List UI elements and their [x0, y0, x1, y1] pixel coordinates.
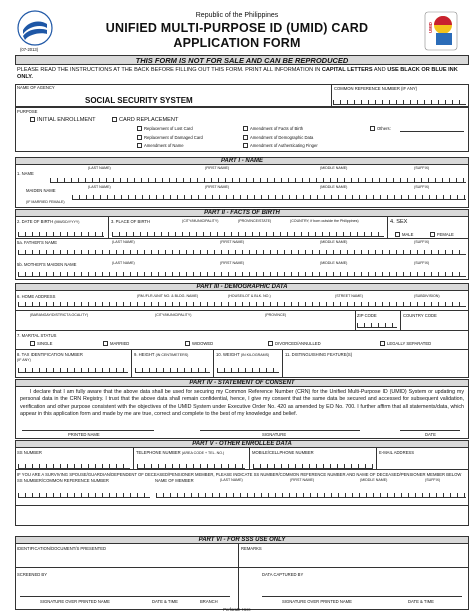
member-suffix-caption: (SUFFIX): [425, 478, 441, 482]
marital-label: 7. MARITAL STATUS: [17, 333, 57, 338]
signature-line[interactable]: [200, 430, 360, 431]
weight-label-text: 10. WEIGHT: [216, 352, 240, 357]
initial-enrollment-label: INITIAL ENROLLMENT: [37, 117, 96, 123]
captured-label: DATA CAPTURED BY: [262, 572, 304, 577]
amend-demo-label: Amendment of Demographic Data: [250, 135, 314, 140]
ident-label: IDENTIFICATION/DOCUMENT/S PRESENTED: [17, 546, 107, 551]
maiden-label: MAIDEN NAME: [26, 188, 56, 193]
amend-finger-checkbox[interactable]: [243, 143, 248, 148]
part6-title: PART VI - FOR SSS USE ONLY: [198, 537, 286, 543]
card-replacement-label: CARD REPLACEMENT: [119, 117, 179, 123]
sex-male-option[interactable]: [395, 232, 413, 237]
single-label: SINGLE: [37, 341, 53, 346]
enrollee-box: [15, 447, 469, 526]
name-field[interactable]: [50, 176, 466, 183]
telephone-field[interactable]: [137, 462, 245, 469]
printed-name-line[interactable]: [22, 430, 154, 431]
mother-field[interactable]: [18, 270, 466, 277]
others-checkbox[interactable]: [370, 126, 375, 131]
ss-number-field[interactable]: [18, 462, 130, 469]
signature-label: SIGNATURE: [262, 432, 287, 437]
telephone-label: [136, 450, 224, 455]
father-field[interactable]: [18, 248, 466, 255]
screened-branch-label: BRANCH: [200, 599, 218, 604]
form-title-line1: UNIFIED MULTI-PURPOSE ID (UMID) CARD: [105, 21, 369, 35]
male-checkbox[interactable]: [395, 232, 400, 237]
amend-name-option[interactable]: [137, 143, 184, 148]
father-last-caption: (LAST NAME): [112, 240, 135, 244]
lost-card-label: Replacement of Lost Card: [144, 126, 193, 131]
member-last-caption: (LAST NAME): [220, 478, 243, 482]
widowed-checkbox[interactable]: [185, 341, 190, 346]
captured-signature-line[interactable]: [262, 596, 462, 597]
amend-name-label: Amendment of Name: [144, 143, 184, 148]
pob-field[interactable]: [112, 230, 384, 237]
amend-demo-checkbox[interactable]: [243, 135, 248, 140]
screened-sig-label: SIGNATURE OVER PRINTED NAME: [40, 599, 110, 604]
pob-label: 3. PLACE OF BIRTH: [111, 219, 151, 224]
dob-label-text: 2. DATE OF BIRTH: [17, 219, 54, 224]
dob-format: (MM/DD/YYYY): [54, 220, 80, 224]
height-unit: (IN CENTIMETERS): [155, 353, 189, 357]
zip-field[interactable]: [357, 321, 397, 328]
member-name-field[interactable]: [156, 491, 466, 498]
barangay-caption: (BARANGAY/DISTRICT/LOCALITY): [30, 313, 89, 317]
consent-text: I declare that I am fully aware that the above data shall be used for securing my Common Reference Number (CRN) for the Unified Multi-Purpose ID (UMID) System or updating my personal data in the CRN Registry. I trust that the above data shall remain confidential, hence, I give my consent that the same data be secured and accessed for subsequent validation, verification and other purpose consistent with the objectives of the UMID System under Executive Order No. 420 as amended by EO No. 700. I further affirm that all statements/data, which appear in this application form and made by me are true, correct and complete to the best of my knowledge and belief.: [20, 389, 464, 418]
tin-field[interactable]: [18, 366, 128, 373]
card-replacement-option[interactable]: [112, 117, 178, 123]
screened-label: SCREENED BY: [17, 572, 48, 577]
mother-middle-caption: (MIDDLE NAME): [320, 261, 348, 265]
sex-label: 4. SEX: [390, 219, 408, 225]
sex-female-option[interactable]: [430, 232, 454, 237]
father-label: 5a. FATHER'S NAME: [17, 240, 58, 245]
weight-unit: (IN KILOGRAMS): [240, 353, 270, 357]
height-field[interactable]: [135, 366, 210, 373]
maiden-first-caption: (FIRST NAME): [205, 185, 230, 189]
instructions-and: AND: [372, 67, 388, 73]
name-suffix-caption: (SUFFIX): [414, 166, 430, 170]
surviving-note: IF YOU ARE A SURVIVING SPOUSE/GUARDIAN/DEPENDENT OF DECEASED/PENSIONER MEMBER, PLEASE INDICATE SS NUMBER/COMMON REFERENCE NUMBER AND NAME OF DECEASED/PENSIONER MEMBER BELOW: [17, 472, 462, 477]
prov-caption: (PROVINCE): [265, 313, 287, 317]
mother-last-caption: (LAST NAME): [112, 261, 135, 265]
female-checkbox[interactable]: [430, 232, 435, 237]
tin-note: (IF ANY): [17, 358, 31, 362]
street-caption: (STREET NAME): [335, 294, 363, 298]
amend-finger-label: Amendment of Authenticating Finger: [250, 143, 318, 148]
father-middle-caption: (MIDDLE NAME): [320, 240, 348, 244]
height-label-text: 9. HEIGHT: [134, 352, 155, 357]
height-label: [134, 352, 188, 357]
ss-crn-field[interactable]: [18, 491, 150, 498]
amend-name-checkbox[interactable]: [137, 143, 142, 148]
amend-demo-option[interactable]: [243, 135, 313, 140]
married-option[interactable]: [103, 341, 129, 346]
umid-logo-text: UMID: [427, 22, 433, 33]
part1-title: PART I - NAME: [220, 158, 264, 164]
amend-finger-option[interactable]: [243, 143, 318, 148]
maiden-middle-caption: (MIDDLE NAME): [320, 185, 348, 189]
weight-label: [216, 352, 269, 357]
card-replacement-checkbox[interactable]: [112, 117, 117, 122]
mother-first-caption: (FIRST NAME): [220, 261, 245, 265]
male-label: MALE: [402, 232, 414, 237]
email-label: E-MAIL ADDRESS: [379, 450, 414, 455]
dob-field[interactable]: [18, 230, 104, 237]
purpose-box: [15, 107, 469, 152]
tin-label: 8. TAX IDENTIFICATION NUMBER: [17, 352, 83, 357]
agency-name[interactable]: SOCIAL SECURITY SYSTEM: [85, 96, 193, 105]
features-label: 11. DISTINGUISHING FEATURE(S): [285, 352, 353, 357]
part3-title: PART III - DEMOGRAPHIC DATA: [196, 284, 288, 290]
member-name-label: NAME OF MEMBER: [155, 478, 194, 483]
name-middle-caption: (MIDDLE NAME): [320, 166, 348, 170]
damaged-card-label: Replacement of Damaged Card: [144, 135, 203, 140]
maiden-suffix-caption: (SUFFIX): [414, 185, 430, 189]
single-checkbox[interactable]: [30, 341, 35, 346]
name-box: [15, 164, 469, 208]
maiden-field[interactable]: [72, 193, 466, 200]
subdivision-caption: (SUBDIVISION): [414, 294, 440, 298]
others-option[interactable]: [370, 126, 391, 131]
member-middle-caption: (MIDDLE NAME): [360, 478, 388, 482]
date-line[interactable]: [400, 430, 460, 431]
weight-field[interactable]: [217, 366, 279, 373]
citymun-caption: (CITY/MUNICIPALITY): [155, 313, 192, 317]
captured-datetime-label: DATE & TIME: [408, 599, 434, 604]
remarks-label: REMARKS: [241, 546, 262, 551]
initial-enrollment-option[interactable]: [30, 117, 96, 123]
instructions-caps: CAPITAL LETTERS: [321, 67, 373, 73]
others-field[interactable]: [400, 131, 464, 132]
crn-label: COMMON REFERENCE NUMBER (IF ANY): [334, 86, 418, 91]
purpose-label: PURPOSE: [17, 109, 38, 114]
others-label: Others:: [377, 126, 391, 131]
captured-sig-label: SIGNATURE OVER PRINTED NAME: [282, 599, 352, 604]
divorced-checkbox[interactable]: [268, 341, 273, 346]
mobile-label: MOBILE/CELLPHONE NUMBER: [252, 450, 314, 455]
rm-caption: (RM./FLR./UNIT NO. & BLDG. NAME): [137, 294, 199, 298]
dob-label: [17, 219, 79, 224]
part4-title: PART IV - STATEMENT OF CONSENT: [189, 380, 295, 386]
house-caption: (HOUSE/LOT & BLK. NO.): [228, 294, 271, 298]
member-first-caption: (FIRST NAME): [290, 478, 315, 482]
single-option[interactable]: [30, 341, 52, 346]
widowed-option[interactable]: [185, 341, 213, 346]
legsep-checkbox[interactable]: [380, 341, 385, 346]
amend-birth-label: Amendment of Facts of Birth: [250, 126, 304, 131]
instructions: [17, 67, 469, 81]
banner-text: THIS FORM IS NOT FOR SALE AND CAN BE REPRODUCED: [135, 56, 349, 65]
part5-title: PART V - OTHER ENROLLEE DATA: [192, 441, 292, 447]
screened-signature-line[interactable]: [20, 596, 230, 597]
widowed-label: WIDOWED: [192, 341, 214, 346]
ss-number-label: SS NUMBER: [17, 450, 42, 455]
married-checkbox[interactable]: [103, 341, 108, 346]
name-first-caption: (FIRST NAME): [205, 166, 230, 170]
home-address-field[interactable]: [18, 300, 466, 307]
initial-enrollment-checkbox[interactable]: [30, 117, 35, 122]
name-label: 1. NAME: [17, 171, 34, 176]
printed-name-label: PRINTED NAME: [68, 432, 100, 437]
country-code-label: COUNTRY CODE: [403, 313, 437, 318]
instructions-ink: USE BLACK OR BLUE INK ONLY.: [17, 67, 458, 80]
not-for-sale-banner: [15, 55, 469, 65]
legsep-option[interactable]: [380, 341, 431, 346]
damaged-card-option[interactable]: [137, 135, 203, 140]
father-suffix-caption: (SUFFIX): [414, 240, 430, 244]
form-code: (07-2013): [20, 47, 39, 52]
screened-datetime-label: DATE & TIME: [152, 599, 178, 604]
date-label: DATE: [425, 432, 436, 437]
zip-label: ZIP CODE: [357, 313, 377, 318]
pob-city-caption: (CITY/MUNICIPALITY): [182, 219, 219, 223]
republic-label: Republic of the Philippines: [195, 12, 279, 19]
mobile-field[interactable]: [253, 462, 373, 469]
lost-card-option[interactable]: [137, 126, 193, 131]
damaged-card-checkbox[interactable]: [137, 135, 142, 140]
home-label: 6. HOME ADDRESS: [17, 294, 56, 299]
form-title-line2: APPLICATION FORM: [173, 36, 301, 50]
divorced-label: DIVORCED/ANNULLED: [275, 341, 321, 346]
umid-logo: [424, 11, 458, 51]
ss-crn-label: SS NUMBER/COMMON REFERENCE NUMBER: [17, 478, 109, 483]
mother-suffix-caption: (SUFFIX): [414, 261, 430, 265]
married-female-note: (IF MARRIED FEMALE): [26, 200, 65, 204]
amend-birth-option[interactable]: [243, 126, 303, 131]
instructions-text: PLEASE READ THE INSTRUCTIONS AT THE BACK BEFORE FILLING OUT THIS FORM. PRINT ALL INFORMATION IN: [17, 67, 322, 73]
perforate-label: Perforate Here: [223, 607, 251, 612]
part2-title: PART II - FACTS OF BIRTH: [204, 210, 280, 216]
divorced-option[interactable]: [268, 341, 321, 346]
married-label: MARRIED: [110, 341, 130, 346]
mother-label: 5b. MOTHER'S MAIDEN NAME: [17, 262, 77, 267]
legsep-label: LEGALLY SEPARATED: [387, 341, 432, 346]
amend-birth-checkbox[interactable]: [243, 126, 248, 131]
telephone-label-text: TELEPHONE NUMBER: [136, 450, 181, 455]
name-last-caption: (LAST NAME): [88, 166, 111, 170]
female-label: FEMALE: [437, 232, 454, 237]
pob-province-caption: (PROVINCE/STATE): [238, 219, 272, 223]
pob-country-caption: (COUNTRY, if born outside the Philippines): [290, 219, 359, 223]
telephone-note: (AREA CODE + TEL. NO.): [181, 451, 225, 455]
agency-label: NAME OF AGENCY: [17, 85, 55, 90]
lost-card-checkbox[interactable]: [137, 126, 142, 131]
maiden-last-caption: (LAST NAME): [88, 185, 111, 189]
father-first-caption: (FIRST NAME): [220, 240, 245, 244]
crn-field[interactable]: [333, 98, 466, 105]
